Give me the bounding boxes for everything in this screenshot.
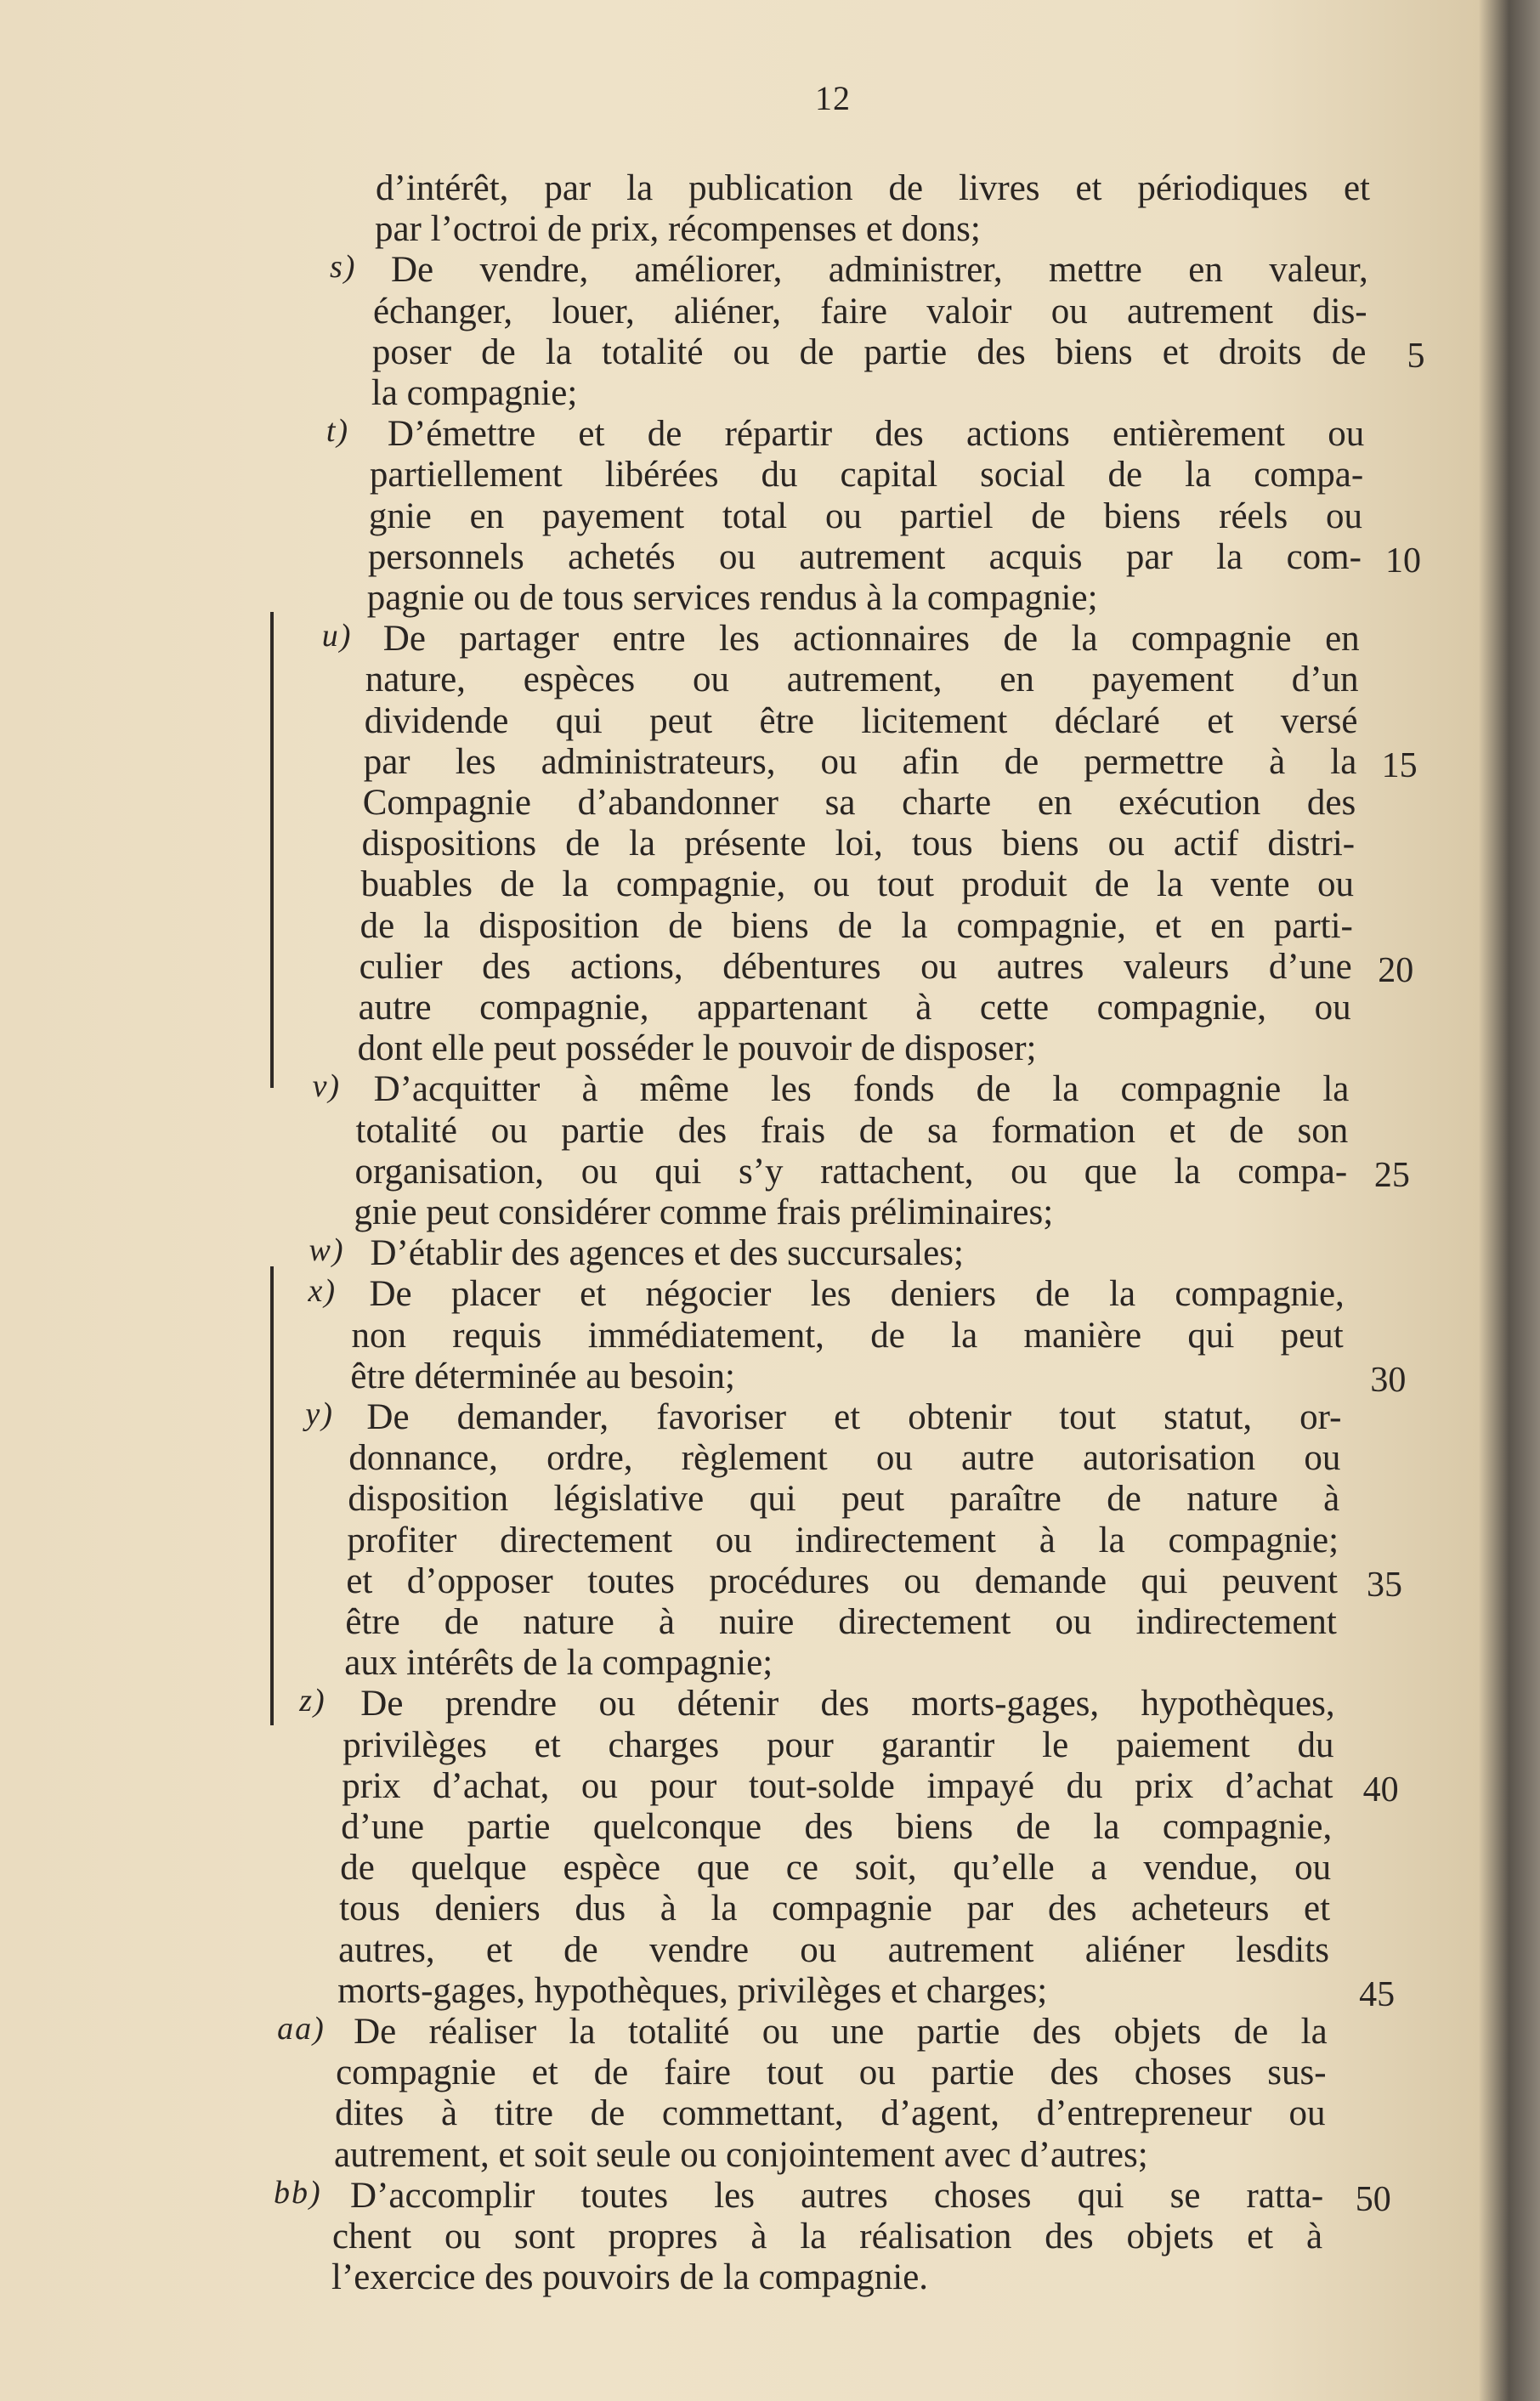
line-number: 50 [1355, 2179, 1391, 2219]
text-line: organisation, ou qui s’y rattachent, ou que la compa- [354, 1151, 1348, 1192]
text-line: prix d’achat, ou pour tout-solde impayé du prix d’achat [342, 1765, 1333, 1806]
text-line: partiellement libérées du capital social de la compa- [369, 455, 1364, 495]
text-line: buables de la compagnie, ou tout produit de la vente ou [360, 864, 1354, 905]
text-line: autres, et de vendre ou autrement aliéner lesdits [338, 1929, 1329, 1970]
text-line: par les administrateurs, ou afin de permettre à la [363, 741, 1357, 782]
item-label: w) [309, 1232, 345, 1269]
text-line: D’établir des agences et des succursales; [370, 1233, 964, 1274]
text-line: profiter directement ou indirectement à la compagnie; [347, 1520, 1339, 1560]
text-line: dites à titre de commettant, d’agent, d’entrepreneur ou [335, 2093, 1326, 2134]
line-number: 45 [1359, 1974, 1396, 2014]
text-line: disposition législative qui peut paraître de nature à [348, 1479, 1340, 1520]
text-line: D’émettre et de répartir des actions entièrement ou [387, 414, 1365, 455]
text-line: tous deniers dus à la compagnie par des acheteurs et [339, 1889, 1331, 1929]
text-line: par l’octroi de prix, récompenses et dons; [374, 209, 981, 250]
item-label: u) [321, 618, 353, 654]
line-number: 15 [1381, 745, 1418, 785]
text-line: la compagnie; [371, 373, 578, 413]
line-number: 25 [1373, 1155, 1410, 1195]
text-line: De vendre, améliorer, administrer, mettre en valeur, [390, 250, 1368, 291]
text-line: morts-gages, hypothèques, privilèges et charges; [337, 1970, 1048, 2011]
item-label: v) [312, 1068, 342, 1105]
text-line: gnie en payement total ou partiel de biens réels ou [368, 495, 1363, 536]
line-number: 20 [1378, 950, 1414, 990]
text-line: l’exercice des pouvoirs de la compagnie. [331, 2257, 929, 2298]
text-line: pagnie ou de tous services rendus à la compagnie; [366, 578, 1098, 618]
item-label: aa) [277, 2011, 326, 2047]
item-label: z) [299, 1683, 326, 1719]
text-line: Compagnie d’abandonner sa charte en exécution des [362, 783, 1356, 823]
text-line: totalité ou partie des frais de sa formation et de son [355, 1110, 1349, 1151]
line-number: 5 [1407, 336, 1425, 376]
item-label: y) [305, 1396, 334, 1432]
text-line: De réaliser la totalité ou une partie des objets de la [354, 2012, 1328, 2052]
text-line: privilèges et charges pour garantir le paiement du [343, 1724, 1334, 1765]
item-label: bb) [274, 2174, 322, 2211]
text-line: De placer et négocier les deniers de la compagnie, [369, 1274, 1345, 1315]
text-line: gnie peut considérer comme frais préliminaires; [354, 1192, 1054, 1232]
line-number: 10 [1385, 541, 1422, 580]
text-line: d’une partie quelconque des biens de la compagnie, [341, 1807, 1333, 1847]
text-line: donnance, ordre, règlement ou autre autorisation ou [348, 1438, 1341, 1479]
text-line: autrement, et soit seule ou conjointement avec d’autres; [334, 2134, 1148, 2175]
line-number: 35 [1367, 1565, 1402, 1605]
text-line: être de nature à nuire directement ou indirectement [345, 1602, 1337, 1642]
text-line: nature, espèces ou autrement, en payement d’un [365, 660, 1359, 700]
text-line: compagnie et de faire tout ou partie des choses sus- [336, 2053, 1327, 2093]
text-line: D’acquitter à même les fonds de la compagnie la [373, 1069, 1350, 1110]
text-line: chent ou sont propres à la réalisation des objets et à [332, 2217, 1323, 2257]
text-line: D’accomplir toutes les autres choses qui se ratta- [350, 2175, 1324, 2216]
text-line: non requis immédiatement, de la manière qui peut [351, 1315, 1344, 1356]
text-line: de la disposition de biens de la compagnie, et en parti- [360, 905, 1353, 946]
text-line: De partager entre les actionnaires de la compagnie en [382, 619, 1360, 660]
text-line: culier des actions, débentures ou autres valeurs d’une [359, 946, 1352, 987]
text-line: d’intérêt, par la publication de livres et périodiques et [376, 168, 1370, 208]
text-line: et d’opposer toutes procédures ou demande qui peuvent [346, 1560, 1338, 1601]
text-line: dividende qui peut être licitement déclaré et versé [364, 700, 1358, 741]
item-label: t) [326, 413, 350, 450]
line-number: 40 [1362, 1770, 1399, 1809]
text-line: échanger, louer, aliéner, faire valoir ou autrement dis- [372, 291, 1367, 331]
text-line: De demander, favoriser et obtenir tout statut, or- [366, 1397, 1342, 1437]
text-line: De prendre ou détenir des morts-gages, hypothèques, [360, 1684, 1335, 1724]
text-line: autre compagnie, appartenant à cette compagnie, ou [358, 988, 1351, 1028]
text-line: être déterminée au besoin; [350, 1356, 735, 1396]
text-line: de quelque espèce que ce soit, qu’elle a vendue, ou [340, 1848, 1332, 1889]
text-line: dispositions de la présente loi, tous biens ou actif distri- [361, 824, 1356, 864]
page-number: 12 [815, 79, 851, 117]
line-number: 30 [1370, 1360, 1407, 1400]
text-line: poser de la totalité ou de partie des biens et droits de [371, 331, 1367, 372]
item-label: x) [308, 1273, 337, 1310]
text-line: personnels achetés ou autrement acquis par la com- [367, 536, 1362, 577]
text-line: aux intérêts de la compagnie; [344, 1643, 773, 1684]
text-line: dont elle peut posséder le pouvoir de disposer; [357, 1028, 1037, 1069]
item-label: s) [329, 249, 357, 286]
